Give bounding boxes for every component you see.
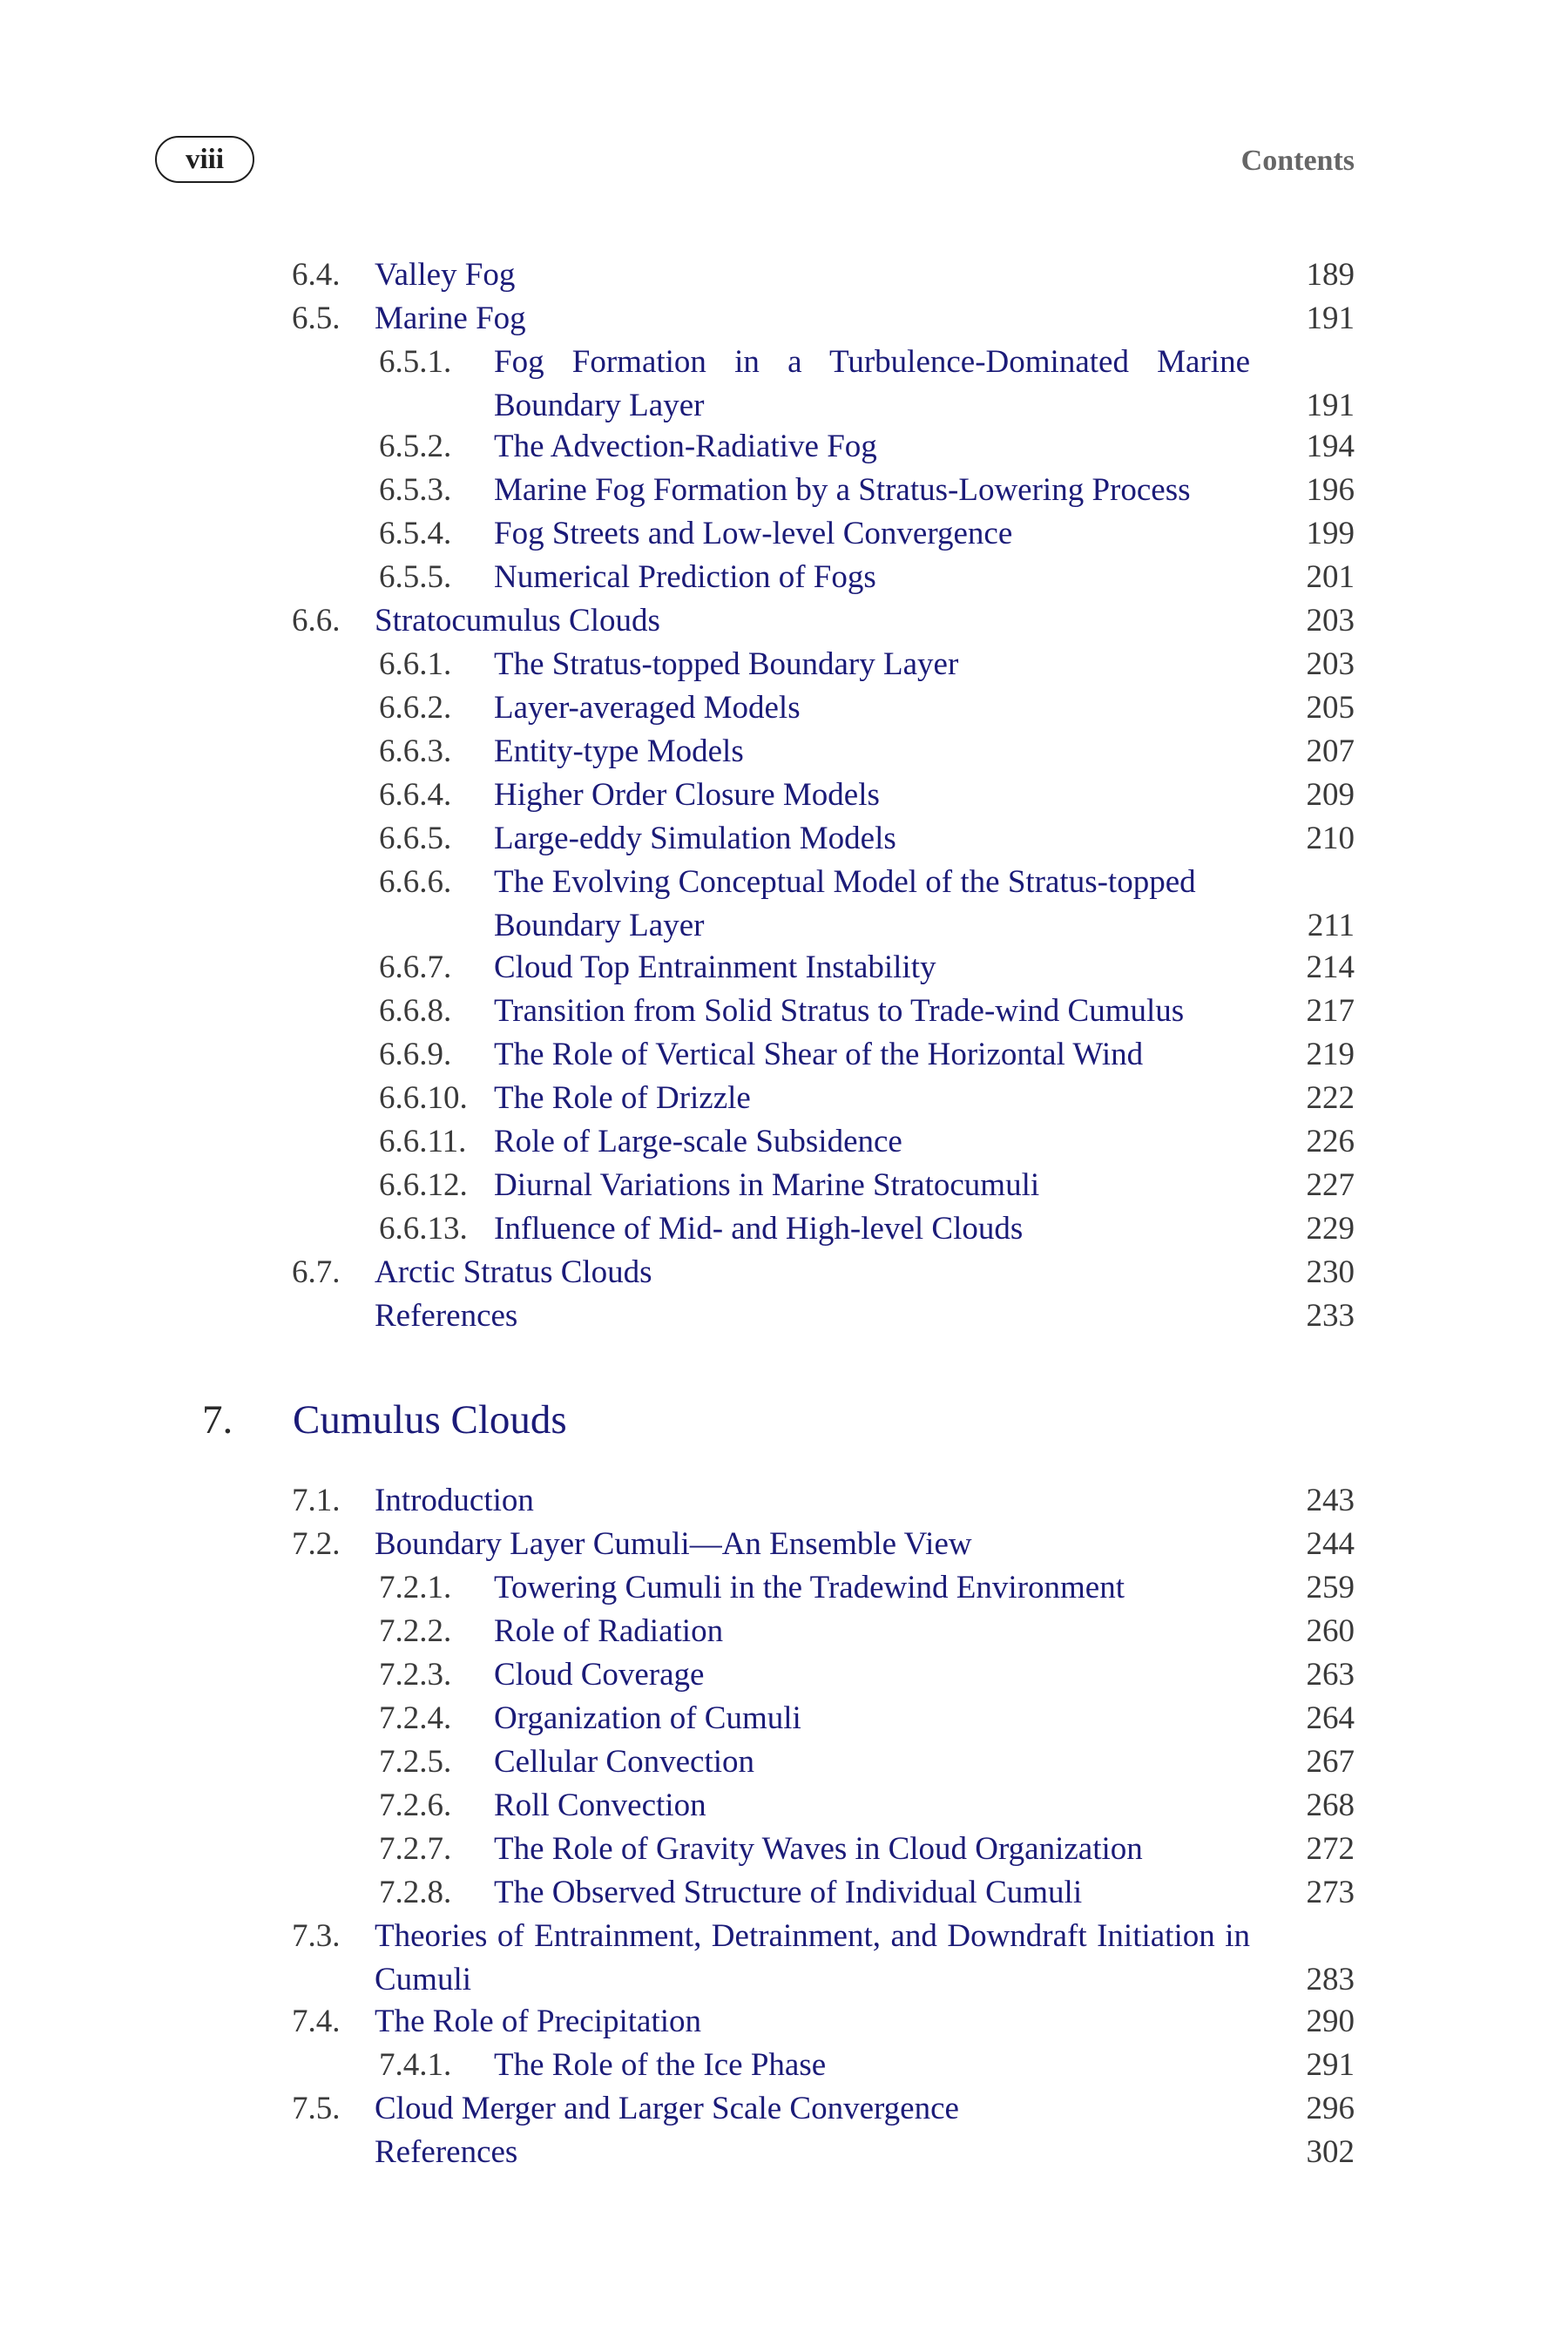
toc-entry-6-5-5[interactable] [0,556,1568,599]
toc-entry-6-6-7[interactable] [0,946,1568,990]
entry-title[interactable]: Large-eddy Simulation Models [494,821,896,856]
entry-title[interactable]: The Role of the Ice Phase [494,2047,827,2083]
entry-page: 211 [1307,908,1355,943]
entry-title[interactable]: The Evolving Conceptual Model of the Stratus-topped Boundary Layer [494,864,1196,943]
entry-title[interactable]: The Observed Structure of Individual Cumuli [494,1875,1083,1910]
toc-entry-6-6-6[interactable] [0,861,1568,948]
entry-page: 209 [1306,777,1355,813]
entry-title[interactable]: Higher Order Closure Models [494,777,880,813]
toc-entry-7-4-1[interactable] [0,2044,1568,2087]
entry-number: 6.6.7. [379,950,452,985]
entry-number: 6.6.10. [379,1080,468,1116]
entry-page: 259 [1306,1570,1355,1605]
entry-number: 7.2.6. [379,1788,452,1823]
toc-entry-7-4[interactable] [0,2000,1568,2044]
entry-number: 6.6.2. [379,690,452,726]
entry-number: 7.3. [292,1918,341,1954]
entry-number: 6.5.2. [379,429,452,464]
toc-entry-6-5-4[interactable] [0,512,1568,556]
entry-title[interactable]: The Role of Drizzle [494,1080,751,1116]
toc-entry-7-2-4[interactable] [0,1697,1568,1740]
entry-page: 244 [1306,1526,1355,1562]
toc-entry-6-6-11[interactable] [0,1120,1568,1164]
entry-number: 7.2.1. [379,1570,452,1605]
toc-entry-7-2-3[interactable] [0,1653,1568,1697]
entry-title[interactable]: Valley Fog [375,257,516,293]
toc-entry-6-4[interactable] [0,253,1568,297]
entry-number: 7.2.2. [379,1613,452,1649]
toc-entry-6-6-12[interactable] [0,1164,1568,1207]
entry-title[interactable]: The Role of Gravity Waves in Cloud Organization [494,1831,1143,1867]
toc-entry-7-1[interactable] [0,1479,1568,1523]
entry-title[interactable]: Stratocumulus Clouds [375,603,660,639]
entry-page: 283 [1306,1962,1355,1997]
entry-number: 6.5.1. [379,344,452,380]
entry-number: 6.6.9. [379,1037,452,1072]
entry-page: 272 [1306,1831,1355,1867]
entry-number: 6.5. [292,301,341,336]
toc-entry-6-5-2[interactable] [0,425,1568,469]
entry-page: 267 [1306,1744,1355,1780]
toc-entry-6-6-5[interactable] [0,817,1568,861]
toc-entry-7-2-1[interactable] [0,1566,1568,1610]
entry-title[interactable]: Arctic Stratus Clouds [375,1254,652,1290]
entry-page: 210 [1306,821,1355,856]
entry-title[interactable]: The Stratus-topped Boundary Layer [494,646,959,682]
chapter-title[interactable]: Cumulus Clouds [293,1397,567,1443]
entry-page: 214 [1306,950,1355,985]
toc-entry-6-6-4[interactable] [0,774,1568,817]
entry-number: 6.5.5. [379,559,452,595]
entry-number: 7.2.3. [379,1657,452,1693]
toc-entry-7-2-5[interactable] [0,1740,1568,1784]
toc-entry-6-6[interactable] [0,599,1568,643]
entry-title[interactable]: Entity-type Models [494,733,744,769]
entry-title[interactable]: Role of Large-scale Subsidence [494,1124,902,1159]
entry-title[interactable]: Organization of Cumuli [494,1700,801,1736]
entry-title[interactable]: Role of Radiation [494,1613,724,1649]
toc-entry-6-6-3[interactable] [0,730,1568,774]
entry-page: 189 [1306,257,1355,293]
toc-entry-7-3[interactable] [0,1915,1568,2002]
entry-title[interactable]: Numerical Prediction of Fogs [494,559,876,595]
entry-number: 7.2.4. [379,1700,452,1736]
entry-page: 291 [1306,2047,1355,2083]
toc-entry-7-2-6[interactable] [0,1784,1568,1828]
toc-entry-6-6-13[interactable] [0,1207,1568,1251]
entry-title[interactable]: Transition from Solid Stratus to Trade-wind Cumulus [494,993,1185,1029]
entry-number: 7.5. [292,2091,341,2126]
entry-page: 203 [1306,603,1355,639]
entry-title[interactable]: Fog Formation in a Turbulence-Dominated Marine Boundary Layer [494,344,1250,423]
entry-number: 6.6.5. [379,821,452,856]
entry-title[interactable]: The Advection-Radiative Fog [494,429,877,464]
entry-number: 7.4.1. [379,2047,452,2083]
entry-number: 7.1. [292,1483,341,1518]
page-number: viii [155,136,254,183]
entry-page: 191 [1306,301,1355,336]
entry-title[interactable]: Boundary Layer Cumuli—An Ensemble View [375,1526,972,1562]
toc-entry-6-6-10[interactable] [0,1077,1568,1120]
toc-entry-7-2[interactable] [0,1523,1568,1566]
toc-entry-references-ch6[interactable] [0,1294,1568,1338]
entry-title[interactable]: Roll Convection [494,1788,706,1823]
entry-number: 7.2.8. [379,1875,452,1910]
entry-number: 7.2. [292,1526,341,1562]
toc-entry-7-2-7[interactable] [0,1828,1568,1871]
toc-entry-6-6-8[interactable] [0,990,1568,1033]
entry-number: 6.6.8. [379,993,452,1029]
toc-entry-6-5-1[interactable] [0,341,1568,428]
toc-entry-7-2-8[interactable] [0,1871,1568,1915]
entry-title[interactable]: Cloud Coverage [494,1657,705,1693]
toc-entry-references-ch7[interactable] [0,2131,1568,2174]
entry-title[interactable]: Cellular Convection [494,1744,755,1780]
entry-number: 6.6.3. [379,733,452,769]
toc-entry-6-7[interactable] [0,1251,1568,1294]
entry-number: 6.6.12. [379,1167,468,1203]
entry-page: 229 [1306,1211,1355,1247]
entry-page: 243 [1306,1483,1355,1518]
entry-page: 219 [1306,1037,1355,1072]
chapter-heading[interactable] [0,1394,1568,1446]
entry-number: 6.4. [292,257,341,293]
toc-entry-7-5[interactable] [0,2087,1568,2131]
entry-page: 203 [1306,646,1355,682]
entry-page: 263 [1306,1657,1355,1693]
entry-page: 296 [1306,2091,1355,2126]
chapter-number: 7. [202,1397,233,1443]
entry-page: 226 [1306,1124,1355,1159]
entry-title[interactable]: Fog Streets and Low-level Convergence [494,516,1013,551]
entry-title[interactable]: Introduction [375,1483,534,1518]
entry-page: 273 [1306,1875,1355,1910]
entry-title[interactable]: The Role of Vertical Shear of the Horizontal Wind [494,1037,1144,1072]
toc-entry-7-2-2[interactable] [0,1610,1568,1653]
entry-page: 227 [1306,1167,1355,1203]
entry-page: 199 [1306,516,1355,551]
entry-page: 268 [1306,1788,1355,1823]
entry-page: 264 [1306,1700,1355,1736]
entry-page: 290 [1306,2004,1355,2039]
entry-title[interactable]: Towering Cumuli in the Tradewind Environment [494,1570,1125,1605]
entry-page: 233 [1306,1298,1355,1334]
entry-number: 6.6. [292,603,341,639]
entry-title[interactable]: The Role of Precipitation [375,2004,702,2039]
entry-page: 217 [1306,993,1355,1029]
entry-number: 6.6.6. [379,864,452,900]
toc-entry-6-6-2[interactable] [0,686,1568,730]
toc-entry-6-5[interactable] [0,297,1568,341]
entry-title[interactable]: Layer-averaged Models [494,690,801,726]
entry-page: 194 [1306,429,1355,464]
entry-title[interactable]: Theories of Entrainment, Detrainment, and Downdraft Initiation in Cumuli [375,1918,1250,1997]
running-head: Contents [1240,145,1355,177]
entry-page: 191 [1306,388,1355,423]
entry-page: 222 [1306,1080,1355,1116]
entry-page: 196 [1306,472,1355,508]
entry-number: 6.6.13. [379,1211,468,1247]
entry-number: 6.5.3. [379,472,452,508]
entry-page: 230 [1306,1254,1355,1290]
entry-title[interactable]: Influence of Mid- and High-level Clouds [494,1211,1024,1247]
entry-page: 260 [1306,1613,1355,1649]
entry-title[interactable]: References [375,1298,518,1334]
entry-number: 7.2.5. [379,1744,452,1780]
entry-number: 6.6.11. [379,1124,467,1159]
entry-title[interactable]: Marine Fog [375,301,526,336]
entry-number: 6.6.4. [379,777,452,813]
entry-title[interactable]: Marine Fog Formation by a Stratus-Lowering Process [494,472,1191,508]
entry-title[interactable]: Cloud Top Entrainment Instability [494,950,936,985]
entry-number: 6.5.4. [379,516,452,551]
entry-number: 7.4. [292,2004,341,2039]
entry-title[interactable]: References [375,2134,518,2170]
entry-page: 205 [1306,690,1355,726]
entry-page: 302 [1306,2134,1355,2170]
entry-number: 6.6.1. [379,646,452,682]
entry-title[interactable]: Cloud Merger and Larger Scale Convergence [375,2091,959,2126]
toc-entry-6-6-9[interactable] [0,1033,1568,1077]
entry-page: 207 [1306,733,1355,769]
entry-title[interactable]: Diurnal Variations in Marine Stratocumuli [494,1167,1040,1203]
toc-entry-6-5-3[interactable] [0,469,1568,512]
entry-number: 6.7. [292,1254,341,1290]
toc-entry-6-6-1[interactable] [0,643,1568,686]
entry-page: 201 [1306,559,1355,595]
entry-number: 7.2.7. [379,1831,452,1867]
